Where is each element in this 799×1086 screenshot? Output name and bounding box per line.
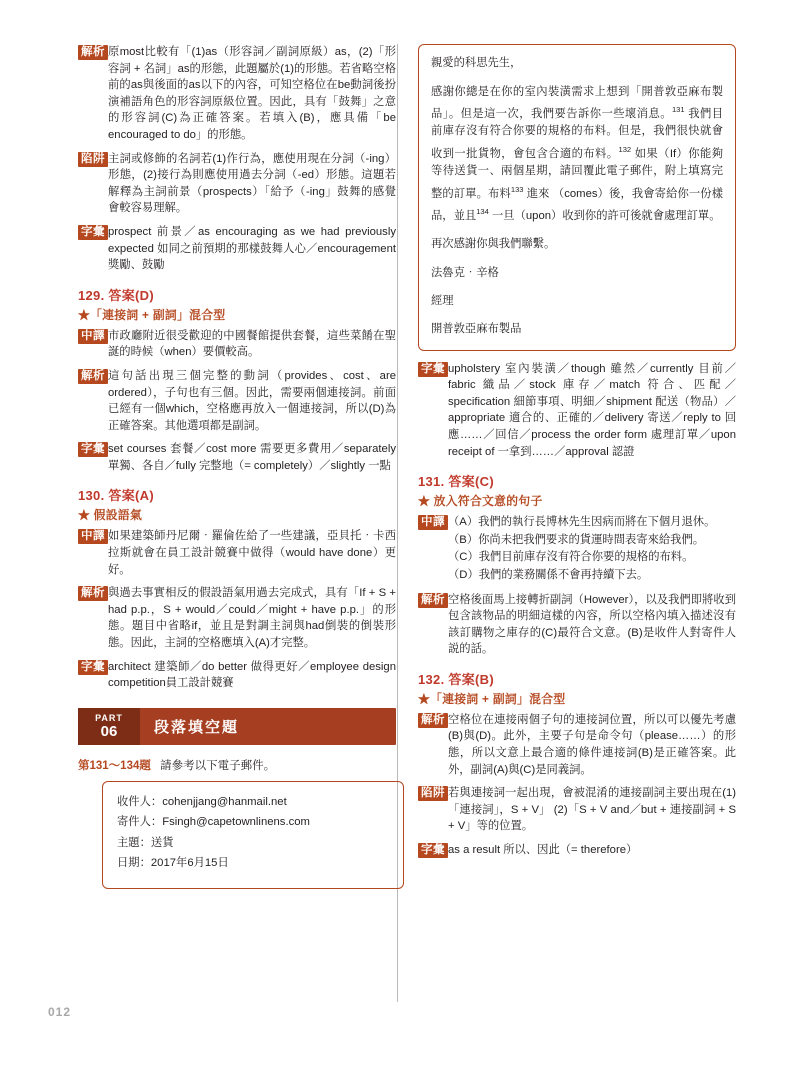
choice-d: （D）我們的業務關係不會再持續下去。 xyxy=(448,568,649,581)
trap-row-128 xyxy=(78,151,396,217)
vocab-text: as a result 所以、因此（= therefore） xyxy=(448,844,638,857)
translation-row-130 xyxy=(78,528,396,578)
vocab-row-129 xyxy=(78,441,396,474)
translation-text: 如果建築師丹尼爾‧羅倫佐給了一些建議，亞貝托‧卡西拉斯就會在員工設計競賽中做得（would have done）更好。 xyxy=(108,530,396,576)
left-column xyxy=(78,44,396,889)
translation-label: 中譯 xyxy=(418,515,448,530)
analysis-label: 解析 xyxy=(78,369,108,384)
analysis-text: 這句話出現三個完整的動詞（provides、cost、are ordered），子句也有三個。因此，需要兩個連接詞。前面已經有一個which，空格應再放入一個連接詞，所以(D)為正確答案。其他選項都是副詞。 xyxy=(108,369,396,432)
vocab-text: architect 建築師／do better 做得更好／employee design competition員工設計競賽 xyxy=(108,660,396,690)
email-p1-a: 感謝你總是在你的室內裝潢需求上想到「開普敦亞麻布製品」。但是這一次，我們要告訴你一些壞消息。 xyxy=(431,85,723,120)
vocab-text: prospect 前景／as encouraging as we had previously expected 如同之前預期的那樣鼓舞人心／encouragement 獎勵、鼓勵 xyxy=(108,225,396,272)
trap-label: 陷阱 xyxy=(418,786,448,801)
analysis-row-132 xyxy=(418,712,736,778)
email-p1-e: 一旦（upon）收到你的許可後就會處理訂單。 xyxy=(488,209,721,222)
part-title: 段落填空題 xyxy=(154,718,240,736)
blank-marker-134: 134 xyxy=(476,206,489,216)
translation-row-129 xyxy=(78,328,396,361)
choice-b: （B）你尚未把我們要求的貨運時間表寄來給我們。 xyxy=(448,533,705,546)
blank-marker-133: 133 xyxy=(510,184,524,194)
analysis-text: 空格位在連接兩個子句的連接詞位置，所以可以優先考慮(B)與(D)。此外，主要子句是命令句（please……）的形態，所以文意上最合適的條件連接詞(B)是正確答案。此外，副詞(A)與(C)是同義詞。 xyxy=(448,713,736,776)
translation-label: 中譯 xyxy=(78,329,108,344)
email-header-box xyxy=(102,781,404,889)
part-banner xyxy=(78,708,396,745)
answer-heading-129: 129. 答案(D) xyxy=(78,287,154,303)
trap-label: 陷阱 xyxy=(78,152,108,167)
email-date: 日期：2017年6月15日 xyxy=(117,857,229,870)
vocab-text: set courses 套餐／cost more 需要更多費用／separately 單獨、各自／fully 完整地（= completely）／slightly 一點 xyxy=(108,443,396,472)
answer-subheading-129: ★「連接詞 + 副詞」混合型 xyxy=(78,307,226,322)
blank-marker-131: 131 xyxy=(671,105,685,114)
part-number-block xyxy=(78,708,140,745)
answer-heading-132: 132. 答案(B) xyxy=(418,671,494,687)
choice-list-131 xyxy=(448,514,736,584)
translation-row-131 xyxy=(418,514,736,584)
email-p1-c: 如果（If）你能夠等待送貨一、兩個星期，請回覆此電子郵件，附上填寫完整的訂單。布料 xyxy=(431,147,723,200)
choice-a: （A）我們的執行長博林先生因病而將在下個月退休。 xyxy=(448,516,716,529)
question-range-label: 第131～134題 xyxy=(78,759,151,772)
vocab-row-email xyxy=(418,361,736,461)
vocab-row-130 xyxy=(78,659,396,692)
trap-text: 主詞或修飾的名詞若(1)作行為，應使用現在分詞（-ing）形態，(2)接行為則應使用過去分詞（-ed）形態。這題若解釋為主詞前景（prospects）「給予（-ing」鼓舞的感覺會較容易理解。 xyxy=(108,152,396,215)
email-greeting: 親愛的科思先生， xyxy=(431,57,522,69)
right-column xyxy=(418,44,736,866)
analysis-row-130 xyxy=(78,585,396,651)
answer-subheading-132: ★「連接詞 + 副詞」混合型 xyxy=(418,691,566,706)
analysis-text: 與過去事實相反的假設語氣用過去完成式，具有「If + S + had p.p.，S + would／could／might + have p.p.」的形態。題目中省略if，並且是對調主詞與had倒裝的倒裝形態。因此，主詞的空格應填入(A)才完整。 xyxy=(108,587,396,650)
trap-text: 若與連接詞一起出現，會被混淆的連接副詞主要出現在(1)「連接詞」，S + V」 (2)「S + V and／but + 連接副詞 + S + V」等的位置。 xyxy=(448,787,736,833)
email-subject: 主題：送貨 xyxy=(117,836,174,849)
blank-marker-132: 132 xyxy=(618,144,632,154)
email-paragraph-2: 再次感謝你與我們聯繫。 xyxy=(431,238,556,251)
answer-subheading-131: ★ 放入符合文意的句子 xyxy=(418,494,543,509)
analysis-row-128 xyxy=(78,44,396,144)
email-p1-d: 進來 （comes）後，我會寄給你一份樣品，並且 xyxy=(431,187,723,222)
analysis-text: 空格後面馬上接轉折副詞（However），以及我們即將收到包含該物品的明細這樣的內容，所以空格內填入描述沒有該訂購物之庫存的(C)最符合文意。(B)是收件人對寄件人説的話。 xyxy=(448,593,736,656)
analysis-row-131 xyxy=(418,592,736,658)
email-signature-title: 經理 xyxy=(431,294,454,307)
email-to: 收件人：cohenjjang@hanmail.net xyxy=(117,795,287,808)
email-paragraph-1 xyxy=(431,84,723,226)
trap-row-132 xyxy=(418,785,736,835)
answer-heading-130: 130. 答案(A) xyxy=(78,488,154,504)
vocab-label: 字彙 xyxy=(78,660,108,675)
email-from: 寄件人：Fsingh@capetownlinens.com xyxy=(117,816,310,829)
vocab-label: 字彙 xyxy=(418,362,448,377)
question-range xyxy=(78,757,396,773)
email-meta xyxy=(117,794,389,873)
analysis-label: 解析 xyxy=(418,593,448,608)
email-signature-company: 開普敦亞麻布製品 xyxy=(431,322,522,335)
part-digits: 06 xyxy=(100,722,118,740)
translation-label: 中譯 xyxy=(78,529,108,544)
analysis-label: 解析 xyxy=(418,713,448,728)
answer-subheading-130: ★ 假設語氣 xyxy=(78,508,143,523)
analysis-row-129 xyxy=(78,368,396,434)
translation-text: 市政廳附近很受歡迎的中國餐館提供套餐，這些菜餚在聖誕的時候（when）要價較高。 xyxy=(108,329,396,359)
analysis-label: 解析 xyxy=(78,45,108,60)
vocab-row-132 xyxy=(418,842,736,859)
email-signature-name: 法魯克‧辛格 xyxy=(431,266,499,279)
email-p1-b: 我們目前庫存沒有符合你要的規格的布料。但是，我們很快就會收到一批貨物，會包含合適的布料。 xyxy=(431,107,723,160)
email-body xyxy=(431,55,723,338)
vocab-row-128 xyxy=(78,224,396,274)
question-range-note: 請參考以下電子郵件。 xyxy=(160,759,276,772)
answer-heading-131: 131. 答案(C) xyxy=(418,474,494,490)
page-number: 012 xyxy=(48,1005,72,1019)
vocab-text: upholstery 室內裝潢／though 雖然／currently 目前／fabric 織品／stock 庫存／match 符合、匹配／specification 細節事項、明細／shipment 配送（物品）／appropriate 適合的、正確的／delivery 寄送／reply to 回應……／回信／process the order form 處理訂單／upon receipt of 一拿到……／approval 認證 xyxy=(448,362,736,458)
vocab-label: 字彙 xyxy=(78,442,108,457)
vocab-label: 字彙 xyxy=(418,843,448,858)
part-word: PART xyxy=(95,712,123,723)
analysis-text: 原most比較有「(1)as（形容詞／副詞原級）as，(2)「形容詞 + 名詞」as的形態，此題屬於(1)的形態。若省略空格前的as與後面的as以下的內容，可知空格位在be動詞後扮演補語角色的形容詞原級位置。因此，具有「鼓舞」之意的形容詞(C)為正確答案。若填入(B)，應具備「be encouraged to do」的形態。 xyxy=(108,46,396,141)
vocab-label: 字彙 xyxy=(78,225,108,240)
analysis-label: 解析 xyxy=(78,586,108,601)
choice-c: （C）我們目前庫存沒有符合你要的規格的布料。 xyxy=(448,551,694,564)
email-body-box xyxy=(418,44,736,351)
